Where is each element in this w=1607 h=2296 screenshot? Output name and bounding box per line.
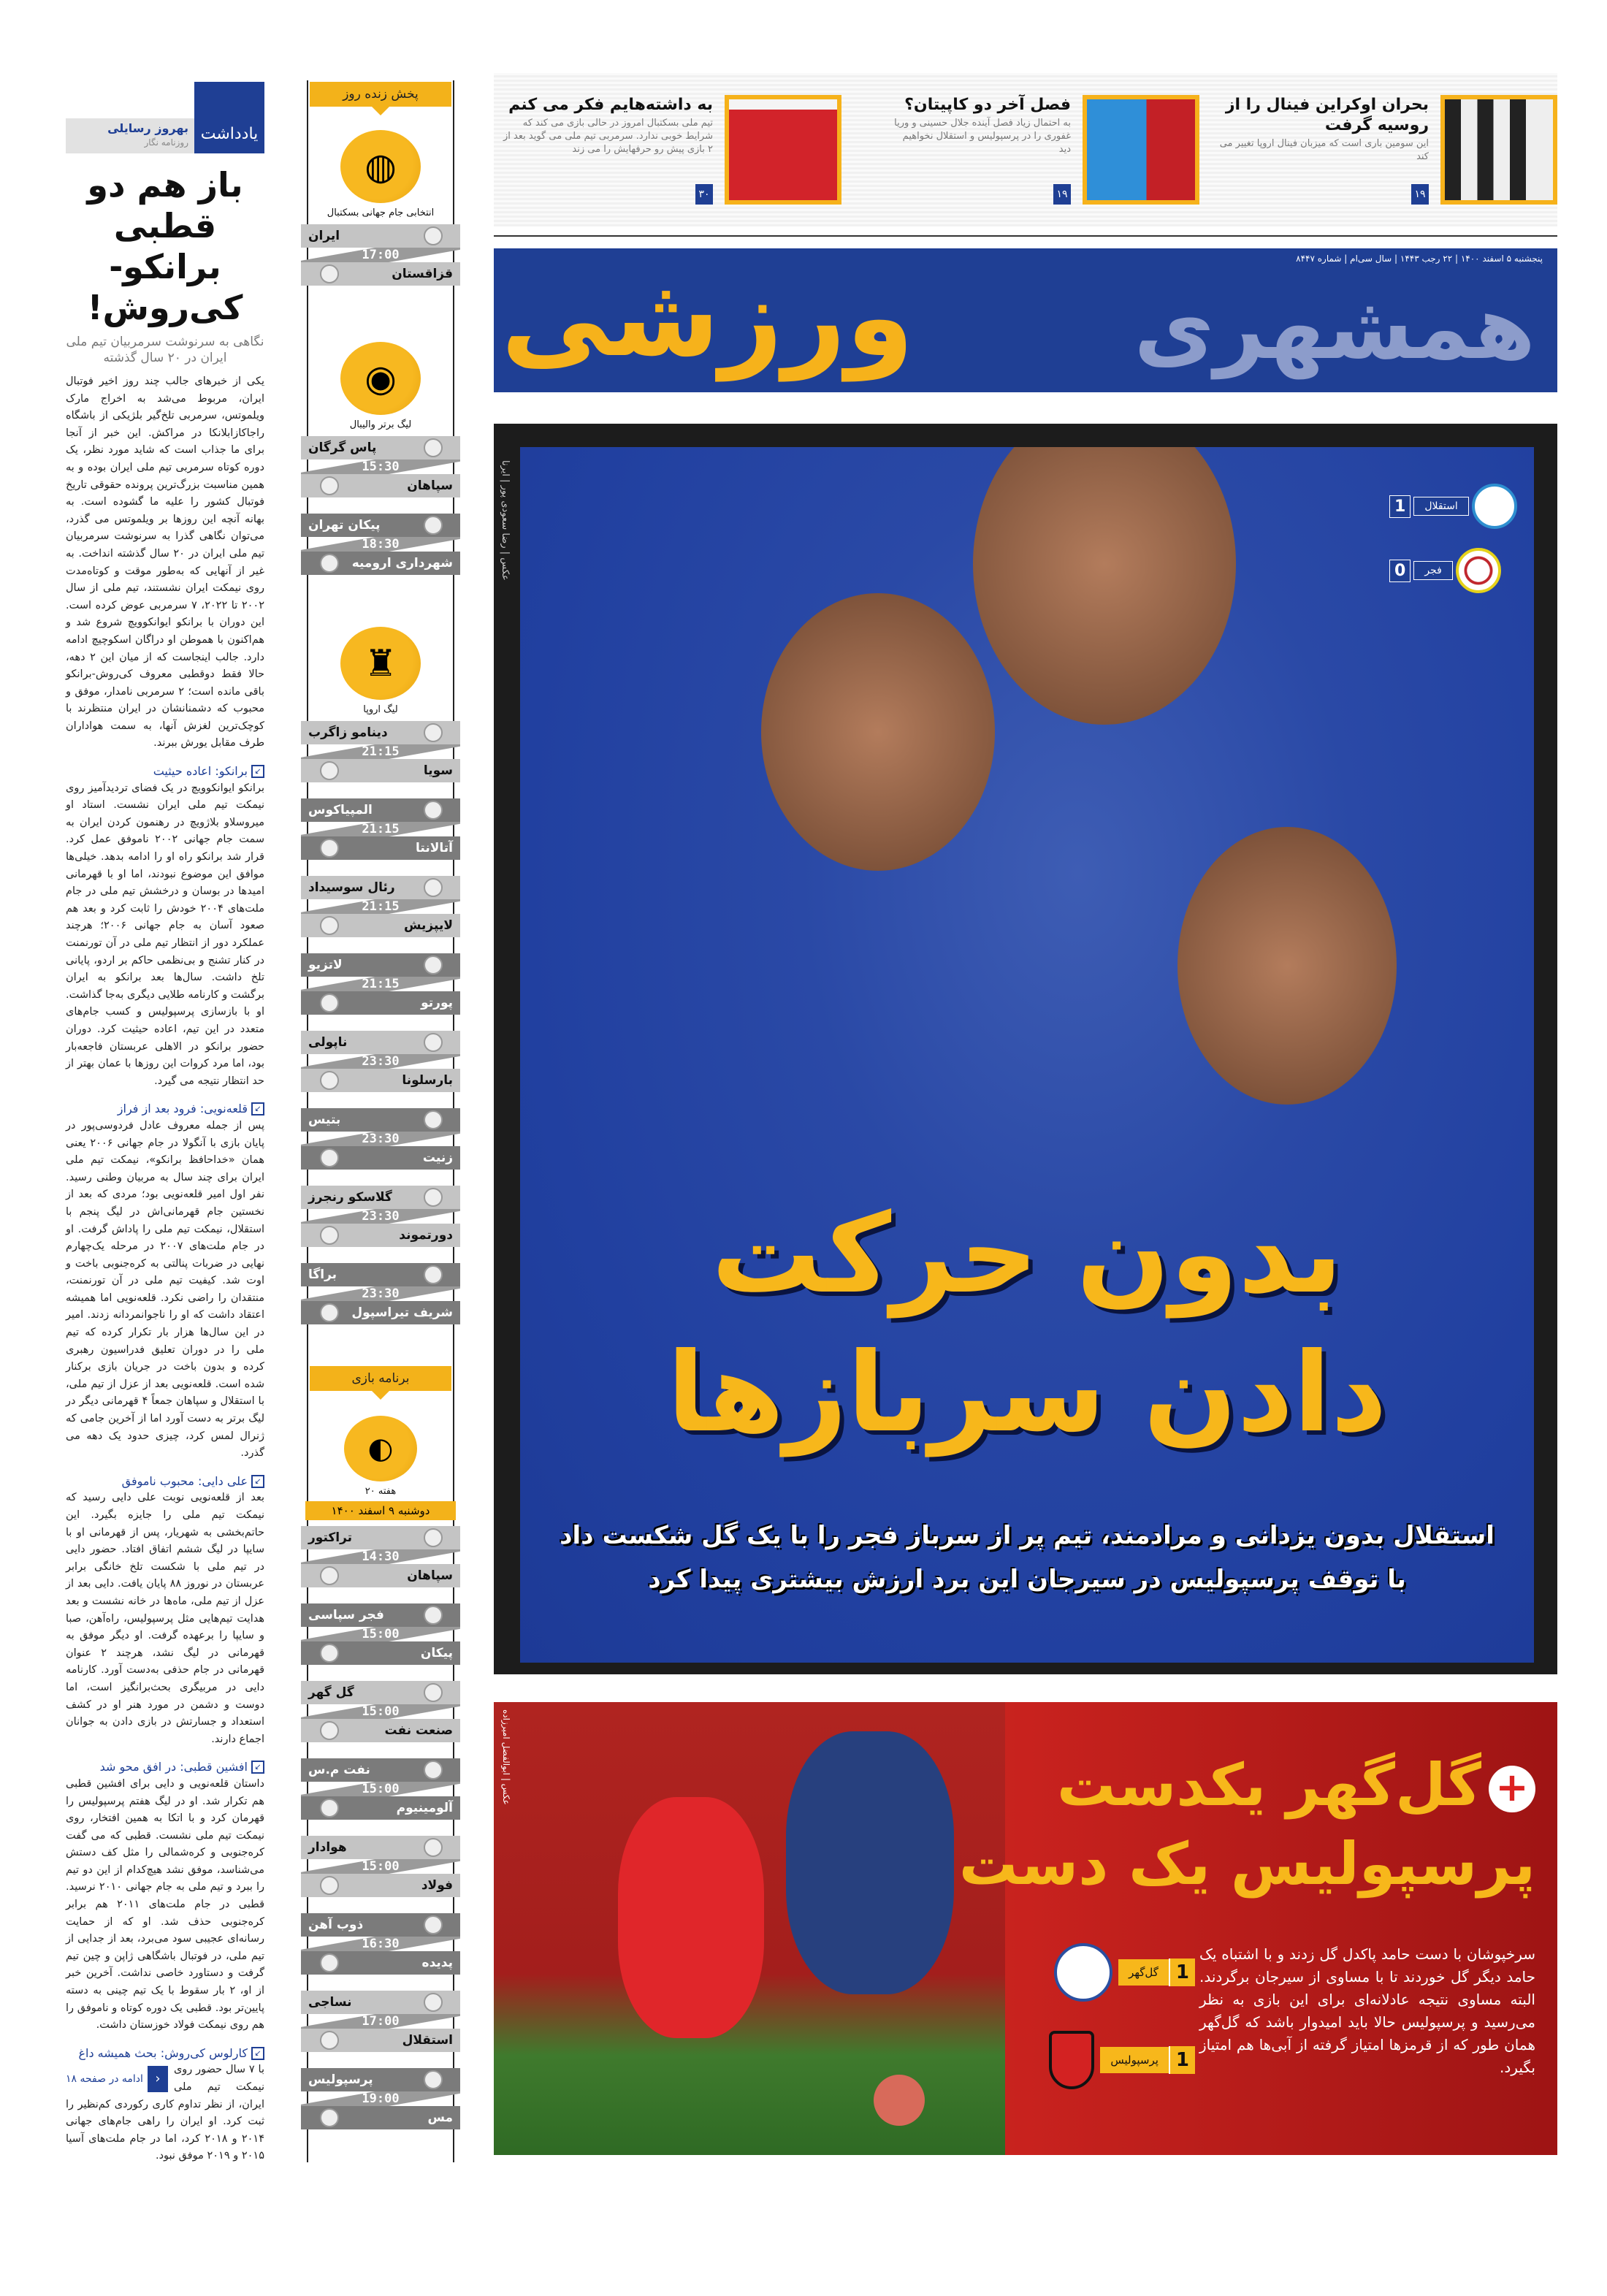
home-team-bar [301,798,460,822]
away-team-bar [301,1224,460,1247]
away-team-name: سپاهان [407,478,453,493]
away-team-bar [301,1301,460,1324]
second-photo [494,1702,1005,2155]
away-team-name: پدیده [421,1956,453,1970]
logo-sub: ورزشی [501,254,915,381]
team-crest-icon [424,1761,443,1780]
note-section-body: بعد از قلعه‌نویی نوبت علی دایی رسید که نیمکت تیم ملی را جایزه بگیرد. این حاتم‌بخشی به شهریار، پس از قهرمانی او با سایپا در لیگ ششم اتفاق افتاد. حضور دایی در تیم ملی با شکست تلخ خانگی برابر عربستان در نوروز ۸۸ پایان یافت. دایی بعد از عزل از تیم ملی، ماه‌ها در خانه نشست و بعد هدایت تیم‌هایی مثل پرسپولیس، راه‌آهن، صبا و سایپا را برعهده گرفت. او دیگر موفق به قهرمانی در لیگ نشد، هرچند ۲ عنوان قهرمانی در جام حذفی به‌دست آورد. کارنامه دایی در مربیگری بحث‌برانگیز است، اما دوست و دشمن در مورد هنر او در کشف استعداد و جسارتش در بازی دادن به جوانان اجماع دارند. [66,1492,264,1745]
match-time: 17:00 [301,2014,460,2029]
note-section-heading [66,1100,264,1118]
match-time: 19:00 [301,2091,460,2106]
subhead-line: استقلال بدون یزدانی و مرادمند، تیم پر از سرباز فجر را با یک گل شکست داد [560,1521,1495,1550]
league-name: انتخابی جام جهانی بسکتبال [327,207,435,218]
team-crest-icon [424,226,443,245]
team-crest-icon [320,1799,339,1818]
match-time: 23:30 [301,1286,460,1301]
away-team-bar [301,552,460,575]
note-section-body: با ۷ سال حضور روی نیمکت تیم ملی ایران، از نظر تداوم کاری رکوردی کم‌نظیر را ثبت کرد. او ایران را راهی جام‌های جهانی ۲۰۱۴ و ۲۰۱۸ کرد، اما در جام ملت‌های آسیا ۲۰۱۵ و ۲۰۱۹ موفق نبود. [66,2064,264,2162]
score-box [1049,1943,1195,2118]
away-team-name: مس [427,2110,453,2125]
match-time: 23:30 [301,1209,460,1224]
plus-icon: + [1489,1766,1535,1812]
match-row[interactable] [301,870,460,947]
away-team-name: سویا [423,763,453,778]
teaser-title: بحران اوکراین فینال را از روسیه گرفت [1225,96,1429,134]
away-team-bar [301,2106,460,2129]
golgohar-crest-icon [1054,1943,1112,2002]
team-crest-icon [424,1528,443,1547]
chevron-left-icon: ‹ [148,2066,168,2092]
team-crest-icon [320,2108,339,2127]
arrow-box-icon: ↙ [251,1475,264,1488]
note-section-body: برانکو ایوانکوویچ در یک فضای تردیدآمیز روی نیمکت تیم ملی ایران نشست. استاد او میروسلاو بلاژویچ در رهنمون کردن ایران به سمت جام جهانی ۲۰۰۲ ناموفق عمل کرد. قرار شد برانکو راه او را ادامه بدهد. خیلی‌ها موافق این موضوع نبودند، اما او با قهرمانی امیدها در بوسان و درخشش تیم ملی در جام ملت‌های ۲۰۰۴ خودش را ثابت کرد و بعد هم صعود آسان به جام جهانی ۲۰۰۶؛ هرچند عملکرد دور از انتظار تیم ملی در آن تورنمنت در کنار تشنج و بی‌نظمی حاکم بر اردو، پایانی تلخ داشت. سال‌ها بعد برانکو به ایران برگشت و کارنامه طلایی دیگری به‌جا گذاشت. او با بازسازی پرسپولیس و کسب جام‌های متعدد در این تیم، اعاده حیثیت کرد. دوران حضور برانکو در الاهلی عربستان فاجعه‌بار بود، اما مرد کروات این روزها با عمان بهتر از حد انتظار نتیجه می گیرد. [66,782,265,1087]
home-team-name: هوادار [308,1840,347,1855]
note-section-text [66,2062,264,2165]
program-header-label: برنامه بازی [310,1366,451,1391]
teaser-text [888,95,1071,156]
volleyball-icon: ◉ [340,342,421,415]
team-crest-icon [320,916,339,935]
second-headline [958,1746,1535,1904]
teaser-desc: تیم ملی بسکتبال امروز در حالی بازی می کند که شرایط خوبی ندارد. سرمربی تیم ملی می گوید بعد از ۲ بازی پیش رو حرفهایش را می زند [503,118,713,155]
match-row[interactable] [301,1180,460,1257]
teaser-desc: به احتمال زیاد فصل آینده جلال حسینی و وریا غفوری را در پرسپولیس و استقلال نخواهیم دید [894,118,1071,155]
home-team-name: بتیس [308,1113,341,1127]
match-time: 21:15 [301,977,460,991]
team-crest-icon [320,993,339,1012]
team-score: 1 [1389,495,1411,518]
player-figure [618,1797,764,2038]
home-team-bar [301,1913,460,1937]
team-crest-icon [424,1110,443,1129]
home-team-name: ناپولی [308,1035,348,1050]
live-header-label: پخش زنده روز [310,82,451,107]
away-team-bar [301,1641,460,1665]
arrow-box-icon: ↙ [251,2047,264,2060]
ball-icon [874,2075,925,2126]
match-row[interactable] [301,1675,460,1752]
headline-line: پرسپولیس یک دست [958,1830,1535,1898]
league-section [301,1403,460,2140]
team-crest-icon [424,723,443,742]
team-crest-icon [424,1993,443,2012]
author-box [66,118,194,153]
main-photo [520,447,1534,1663]
note-subtitle: نگاهی به سرنوشت سرمربیان تیم ملی ایران در ۲۰ سال گذشته [66,335,264,365]
away-team-bar [301,1951,460,1975]
second-story-text: سرخپوشان با دست حامد پاکدل گل زدند و با اشتباه یک حامد دیگر گل خوردند تا با مساوی از سیرجان برگردند. البته مساوی نتیجه عادلانه‌ای برای این بازی به نظر می‌رسید و پرسپولیس حالا باید امیدوار باشد که گل‌گهر همان طور که از قرمزها امتیاز گرفته از آبی‌ها هم امتیاز بگیرد. [1199,1945,1535,2076]
section-heading-text: کارلوس کی‌روش: بحث همیشه داغ [78,2045,248,2060]
schedule-section [301,329,460,585]
league-date: دوشنبه ۹ اسفند ۱۴۰۰ [305,1501,456,1520]
continue-label: ادامه در صفحه ۱۸ [66,2072,143,2085]
match-time: 21:15 [301,822,460,836]
home-team-bar [301,2068,460,2091]
home-team-bar [301,436,460,459]
match-row[interactable] [301,218,460,296]
note-section-heading [66,1758,264,1776]
away-team-name: صنعت نفت [384,1723,453,1738]
arrow-box-icon: ↙ [251,765,264,778]
home-team-name: نساجی [308,1995,352,2010]
home-team-bar [301,1758,460,1782]
team-crest-icon [320,1566,339,1585]
away-team-bar [301,1719,460,1742]
team-crest-icon [320,761,339,780]
away-team-bar [301,759,460,782]
league-name: لیگ اروپا [363,704,398,715]
match-time: 16:30 [301,1937,460,1951]
match-row[interactable] [301,1598,460,1675]
home-team-bar [301,721,460,744]
home-team-name: فجر سپاسی [308,1608,384,1622]
home-team-bar [301,1031,460,1054]
note-section-text [66,1118,264,1462]
team-crest-icon [424,1683,443,1702]
home-team-name: لاتزیو [308,958,343,972]
match-row[interactable] [301,1985,460,2062]
home-team-bar [301,1108,460,1132]
photo-credit: عکس | رضا سعودی پور | ایرنا [500,460,511,581]
continue-link[interactable] [66,2066,168,2092]
away-team-name: استقلال [402,2033,453,2048]
note-section-text [66,1776,264,2034]
second-story [494,1702,1557,2155]
home-team-bar [301,1836,460,1859]
match-time: 15:30 [301,459,460,474]
home-team-bar [301,1991,460,2014]
teaser[interactable] [878,95,1199,205]
player-figure [1177,827,1397,1105]
player-figure [786,1731,954,1994]
match-row[interactable] [301,1520,460,1598]
away-team-bar [301,1146,460,1170]
match-row[interactable] [301,793,460,870]
away-team-name: لایپزیش [404,918,453,933]
page-badge: ۱۹ [1053,184,1071,205]
match-time: 15:00 [301,1627,460,1641]
arrow-box-icon: ↙ [251,1761,264,1774]
section-heading-text: علی دایی: محبوب ناموفق [121,1473,248,1488]
away-team-name: بارسلونا [402,1073,453,1088]
uefa-trophy-icon: ♜ [340,627,421,700]
home-team-bar [301,876,460,899]
away-team-name: فولاد [421,1878,453,1893]
away-team-name: آتالانتا [416,841,453,855]
match-time: 15:00 [301,1782,460,1796]
match-time: 15:00 [301,1704,460,1719]
team-crest-icon [424,1188,443,1207]
match-row[interactable] [301,1025,460,1102]
teaser-title: به داشته‌هایم فکر می کنم [508,96,713,114]
team-crest-icon [320,1953,339,1972]
away-team-bar [301,1874,460,1897]
match-time: 18:30 [301,537,460,552]
note-section-body: پس از جمله معروف عادل فردوسی‌پور در پایان بازی با آنگولا در جام جهانی ۲۰۰۶ یعنی همان «خداحافظ برانکو»، نیمکت تیم ملی ایران برای چند سال به مربیان وطنی رسید. نفر اول امیر قلعه‌نویی بود؛ مردی که بعد از نخستین جام قهرمانی‌اش در لیگ پنجم با استقلال، نیمکت تیم ملی را پاداش گرفت. او در جام ملت‌های ۲۰۰۷ در مرحله یک‌چهارم نهایی در ضربات پنالتی به کره‌جنوبی باخت و اوت شد. کیفیت تیم ملی در آن تورنمنت، منتقدان را راضی نکرد. قلعه‌نویی اما همیشه اعتقاد داشت که او را ناجوانمردانه زدند. امیر در این سال‌ها هزار بار تکرار کرده که تیم ملی را در دوران تعلیق فدراسیون رهبری کرده و بدون باخت در جریان بازی برکنار شده است. قلعه‌نویی بعد از عزل از تیم ملی، با استقلال و سپاهان جمعاً ۴ قهرمانی دیگر در لیگ برتر به دست آورد اما از آخرین جامی که ژنرال لمس کرد، چیزی حدود یک دهه می گذرد. [66,1119,264,1460]
home-team-name: پرسپولیس [308,2072,373,2087]
note-title: باز هم دو قطبی برانکو-کی‌روش! [87,165,243,327]
main-subhead [520,1514,1534,1601]
headline-line: گل‌گهر یکدست [1056,1751,1481,1819]
note-section-body: داستان قلعه‌نویی و دایی برای افشین قطبی هم تکرار شد. او در لیگ هفتم پرسپولیس را قهرمان کرد و با اتکا به همین افتخار، روی نیمکت تیم ملی نشست. قطبی که می گفت کره‌جنوبی و کره‌شمالی را مثل کف دستش می‌شناسد، موفق نشد هیچ‌کدام از این دو تیم را ببرد و تیم ملی به جام جهانی ۲۰۱۰ نرسید. قطبی در جام ملت‌های ۲۰۱۱ هم برابر کره‌جنوبی حذف شد. او که از حمایت رسانه‌ای عجیبی سود می‌برد، بعد از جدایی از تیم ملی، در فوتبال باشگاهی ژاپن و چین تیم گرفت و دستاورد خاصی نداشت. آخرین خبر از او، ۲ بار سقوط با یک تیم چینی به دسته پایین‌تر بود. قطبی یک دوره کوتاه و ناموفق را هم روی نیمکت فولاد خوزستان داشت. [66,1777,265,2032]
section-heading-text: قلعه‌نویی: فرود بعد از فراز [117,1102,248,1116]
home-team-bar [301,514,460,537]
away-team-name: پیکان [420,1646,453,1660]
author-role: روزنامه نگار [144,137,188,148]
home-team-name: المپیاکوس [308,803,373,817]
away-team-name: پورتو [421,996,453,1010]
team-crest-icon [424,1265,443,1284]
home-team-name: نفت م.س [308,1763,370,1777]
basketball-icon: ◍ [340,130,421,203]
home-team-name: براگا [308,1267,337,1282]
match-row[interactable] [301,1257,460,1335]
away-team-name: زنیت [422,1151,453,1165]
logo-main: همشهری [1134,278,1535,379]
match-row[interactable] [301,1752,460,1830]
home-team-name: پاس گرگان [308,440,377,455]
author-name: بهروز رسایلی [107,121,188,135]
match-row[interactable] [301,1830,460,1907]
home-team-name: دینامو زاگرب [308,725,388,740]
match-row[interactable] [301,2062,460,2140]
match-row[interactable] [301,1907,460,1985]
team-crest-icon [424,1606,443,1625]
program-header [301,1366,460,1391]
section-heading-text: افشین قطبی: در افق محو شد [99,1760,248,1774]
team-crest-icon [320,554,339,573]
away-team-name: قزاقستان [392,267,453,281]
headline-line: بدون حرکت [711,1191,1343,1318]
home-team-name: ذوب آهن [308,1918,364,1932]
home-team-bar [301,224,460,248]
player-figure [761,593,995,871]
issue-date-line: پنجشنبه ۵ اسفند ۱۴۰۰ | ۲۲ رجب ۱۴۴۳ | سال سی‌ام | شماره ۸۴۴۷ [1296,253,1543,264]
team-crest-icon [320,1071,339,1090]
esteghlal-crest-icon [1472,484,1517,529]
divider [494,235,1557,237]
team-crest-icon [320,1721,339,1740]
match-time: 15:00 [301,1859,460,1874]
main-story [494,424,1557,1674]
top-teasers [494,73,1557,226]
team-name: استقلال [1413,497,1468,516]
home-team-bar [301,1681,460,1704]
note-section-text [66,780,264,1091]
live-header [301,82,460,107]
main-headline [520,1185,1534,1462]
away-team-name: آلومینیوم [396,1801,453,1815]
match-time: 23:30 [301,1054,460,1069]
home-team-name: گل گهر [308,1685,354,1700]
away-team-bar [301,836,460,860]
note-body [66,373,264,2165]
subhead-line: با توقف پرسپولیس در سیرجان این برد ارزش بیشتری پیدا کرد [648,1565,1406,1594]
team-crest-icon [320,2031,339,2050]
team-crest-icon [424,438,443,457]
match-time: 17:00 [301,248,460,262]
headline-line: دادن سربازها [667,1330,1387,1457]
schedule-section [301,117,460,296]
page-badge: ۳۰ [695,184,713,205]
match-row[interactable] [301,430,460,508]
note-article [66,164,264,2165]
away-team-name: شهرداری ارومیه [351,556,453,571]
team-crest-icon [424,878,443,897]
note-sections [66,763,264,2165]
note-section-heading [66,2045,264,2062]
teaser-photo [1083,95,1199,205]
away-team-bar [301,262,460,286]
note-tag: یادداشت [194,82,264,153]
home-team-name: تراکتور [308,1530,353,1545]
match-time: 21:15 [301,899,460,914]
section-heading-text: برانکو: اعاده حیثیت [153,764,248,779]
team-crest-icon [320,839,339,858]
away-team-bar [301,474,460,497]
match-row[interactable] [301,715,460,793]
team-crest-icon [424,1033,443,1052]
team-crest-icon [424,1838,443,1857]
home-team-name: رئال سوسیداد [308,880,395,895]
teaser-text [1217,95,1429,164]
away-team-bar [301,1564,460,1587]
team-crest-icon [320,1876,339,1895]
note-section-heading [66,1473,264,1490]
arrow-box-icon: ↙ [251,1102,264,1115]
home-team-bar [301,1603,460,1627]
team-crest-icon [320,1226,339,1245]
teaser[interactable] [1214,95,1557,205]
home-team-name: پیکان تهران [308,518,381,533]
teaser-desc: این سومین باری است که میزبان فینال اروپا تغییر می کند [1219,138,1429,162]
team-score: 0 [1389,560,1411,582]
team-crest-icon [320,1644,339,1663]
team-crest-icon [320,1303,339,1322]
away-team-bar [301,1069,460,1092]
team-score: 1 [1169,2046,1195,2074]
home-team-name: گلاسکو رنجرز [308,1190,392,1205]
away-team-name: شریف تیراسپول [351,1305,453,1320]
league-week: هفته ۲۰ [364,1486,397,1497]
teaser[interactable] [501,95,841,205]
note-lead: یکی از خبرهای جالب چند روز اخیر فوتبال ایران، مربوط می‌شد به اخراج مارک ویلموتس، سرمربی تلخ‌گیر بلژیکی از باشگاه راجاکازابلانکا در مراکش. این خبر از آنجا برای ما جذاب است که شاید مورد نظر، یک دوره کوتاه سرمربی تیم ملی ایران بوده و به همین مناسبت بزرگ‌ترین پرونده حقوقی تاریخ فوتبال کشور را علیه ما گشوده است. به بهانه آنچه این روزها بر ویلموتس می گذرد، می‌توان نگاهی گذرا به سرنوشت سرمربیان تیم ملی ایران در ۲۰ سال گذشته انداخت. به غیر از آنهایی که به‌طور موقت و کوتاه‌مدت روی نیمکت ایران نشستند، تیم ملی از سال ۲۰۰۲ تا ۲۰۲۲، ۷ سرمربی عوض کرده است. این دوران با برانکو ایوانکوویچ شروع شد و هم‌اکنون با هموطن او دراگان اسکوچیچ ادامه دارد. جالب اینجاست که از میان این ۲ دهه، حالا فقط دوقطبی معروف کی‌روش-برانکو باقی مانده است؛ ۲ سرمربی نامدار، موفق و محبوب که دشمنانشان در ایران منتظرند با کوچک‌ترین لغزش آنها، به سمت هواداران طرف مقابل یورش ببرند. [66,375,265,750]
teaser-text [501,95,713,156]
masthead [494,248,1557,392]
match-time: 21:15 [301,744,460,759]
home-team-name: ایران [308,229,340,243]
team-crest-icon [424,956,443,975]
team-crest-icon [424,2070,443,2089]
teaser-title: فصل آخر دو کاپیتان؟ [904,96,1071,114]
team-crest-icon [424,801,443,820]
pro-league-logo-icon: ◐ [344,1416,417,1481]
fajr-crest-icon [1456,548,1501,593]
teaser-photo [725,95,841,205]
match-row[interactable] [301,508,460,585]
match-row[interactable] [301,947,460,1025]
home-team-bar [301,1263,460,1286]
home-team-bar [301,1526,460,1549]
league-name: لیگ برتر والیبال [349,419,412,430]
away-team-bar [301,1796,460,1820]
away-team-bar [301,914,460,937]
team-name: فجر [1413,561,1452,580]
photo-credit: عکس | ابوالفضل امیرزاده [501,1709,511,1805]
team-crest-icon [320,1148,339,1167]
away-team-name: دورتموند [399,1228,453,1243]
schedule-section [301,614,460,1335]
team-crest-icon [424,516,443,535]
note-section-text [66,1490,264,1748]
match-time: 23:30 [301,1132,460,1146]
page-badge: ۱۹ [1411,184,1429,205]
home-team-bar [301,1186,460,1209]
team-score: 1 [1169,1959,1195,1986]
match-row[interactable] [301,1102,460,1180]
team-crest-icon [320,264,339,283]
player-figure [973,447,1236,725]
team-crest-icon [424,1915,443,1934]
away-team-bar [301,2029,460,2052]
away-team-bar [301,991,460,1015]
league-matches [301,1520,460,2140]
team-name: گل‌گهر [1118,1959,1169,1986]
persepolis-crest-icon [1049,2031,1094,2089]
home-team-bar [301,953,460,977]
team-name: پرسپولیس [1100,2047,1169,2073]
teaser-photo [1440,95,1557,205]
team-crest-icon [320,476,339,495]
match-time: 14:30 [301,1549,460,1564]
note-section-heading [66,763,264,780]
score-box [1389,484,1521,612]
away-team-name: سپاهان [407,1568,453,1583]
